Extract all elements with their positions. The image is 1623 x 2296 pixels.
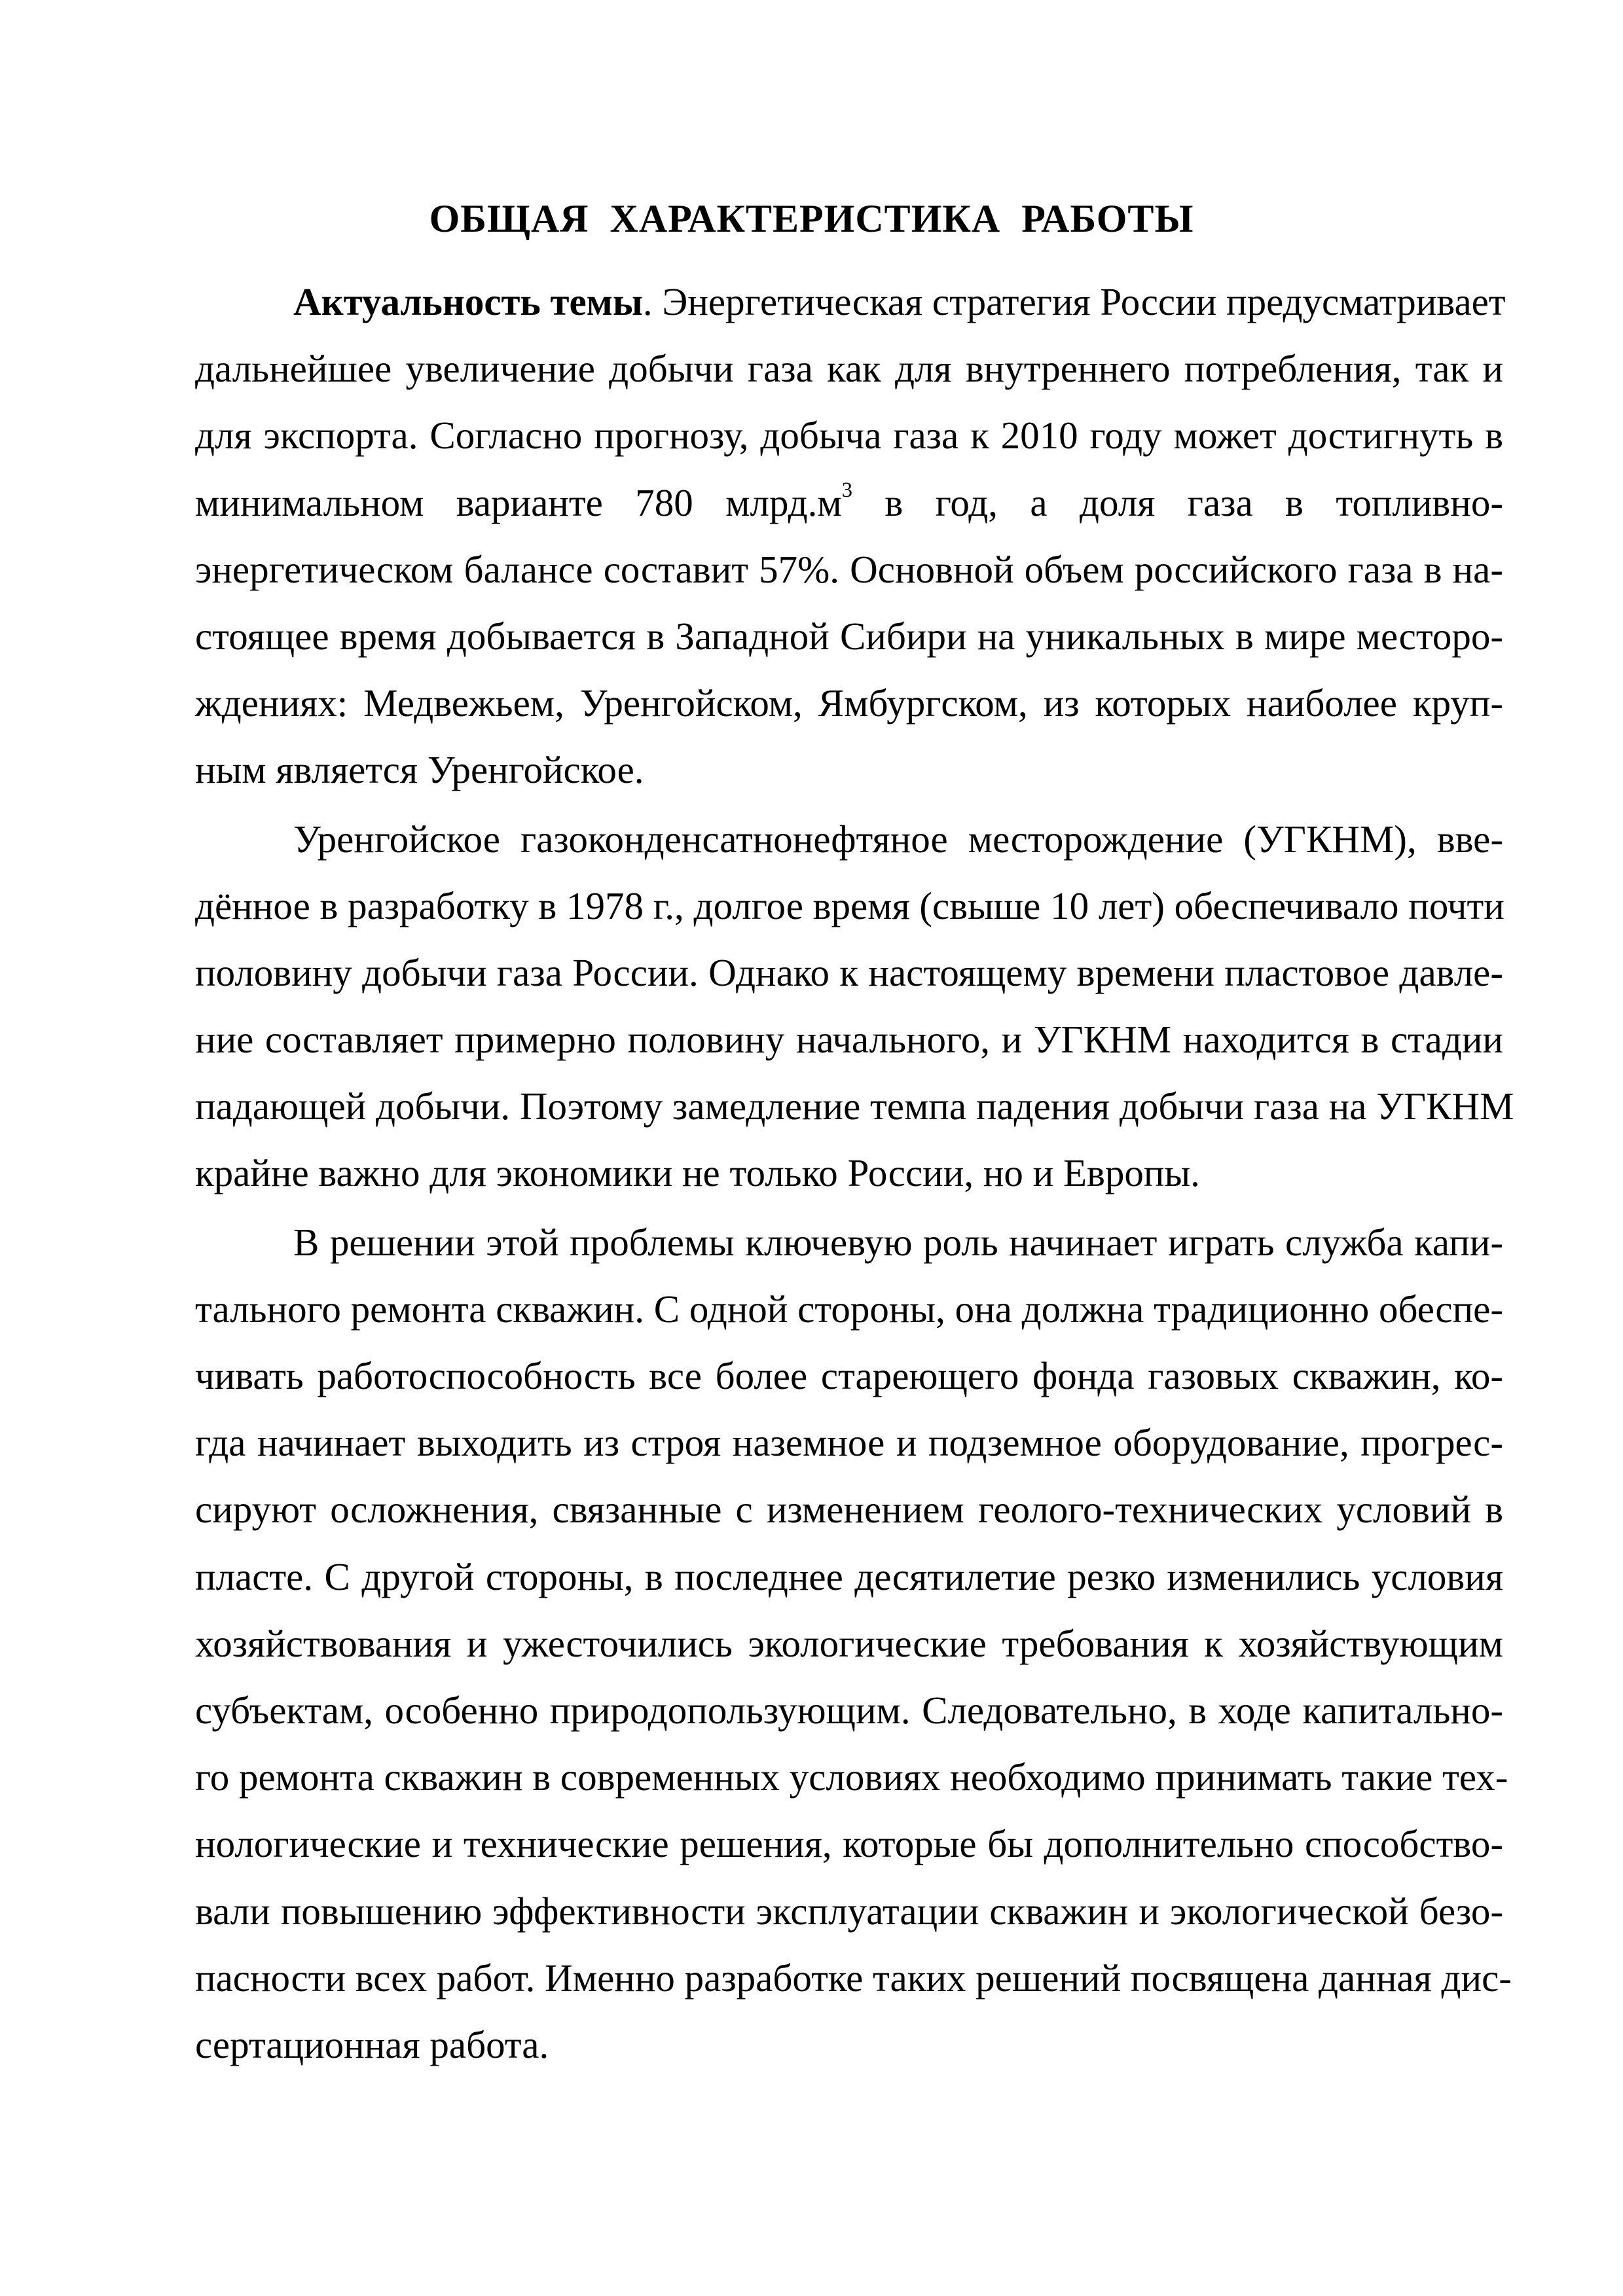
paragraph-line: дальнейшее увеличение добычи газа как для внутреннего потребления, так и <box>195 347 1503 391</box>
title-word: РАБОТЫ <box>1021 197 1194 240</box>
paragraph-relevance <box>195 268 1506 804</box>
unit-line-text: в год, а доля газа в топливно- <box>852 480 1504 524</box>
heading-continuation: . Энергетическая стратегия России предусматривает <box>642 280 1506 323</box>
paragraph-line: для экспорта. Согласно прогнозу, добыча газа к 2010 году может достигнуть в <box>195 414 1503 457</box>
paragraph-line: го ремонта скважин в современных условиях необходимо принимать такие тех- <box>195 1755 1508 1799</box>
unit-line-text: минимальном варианте 780 млрд.м <box>195 480 842 524</box>
paragraph-line: В решении этой проблемы ключевую роль начинает играть служба капи- <box>293 1220 1503 1264</box>
paragraph-line: дённое в разработку в 1978 г., долгое время (свыше 10 лет) обеспечивало почти <box>195 884 1504 927</box>
paragraph-line <box>195 268 1506 335</box>
unit-superscript: 3 <box>841 478 852 502</box>
page-title <box>0 186 1623 251</box>
paragraph-line <box>195 469 1503 536</box>
paragraph-line: Уренгойское газоконденсатнонефтяное месторождение (УГКНМ), вве- <box>293 817 1503 861</box>
paragraph-heading: Актуальность темы <box>293 280 643 323</box>
title-word: ХАРАКТЕРИСТИКА <box>610 197 1001 240</box>
paragraph-urengoy <box>195 806 1514 1207</box>
paragraph-line: сируют осложнения, связанные с изменением геолого-технических условий в <box>195 1488 1503 1532</box>
paragraph-workover <box>195 1209 1512 2078</box>
paragraph-line: вали повышению эффективности эксплуатации скважин и экологической безо- <box>195 1889 1503 1933</box>
paragraph-line: нологические и технические решения, которые бы дополнительно способство- <box>195 1822 1503 1866</box>
paragraph-line: ждениях: Медвежьем, Уренгойском, Ямбургском, из которых наиболее круп- <box>195 681 1503 725</box>
paragraph-line: крайне важно для экономики не только России, но и Европы. <box>195 1151 1200 1195</box>
paragraph-line: стоящее время добывается в Западной Сибири на уникальных в мире месторо- <box>195 614 1503 658</box>
paragraph-line: субъектам, особенно природопользующим. Следовательно, в ходе капитально- <box>195 1688 1503 1732</box>
paragraph-line: чивать работоспособность все более стареющего фонда газовых скважин, ко- <box>195 1354 1503 1397</box>
paragraph-line: гда начинает выходить из строя наземное и подземное оборудование, прогрес- <box>195 1421 1503 1465</box>
paragraph-line: половину добычи газа России. Однако к настоящему времени пластовое давле- <box>195 950 1503 994</box>
paragraph-line: пласте. С другой стороны, в последнее десятилетие резко изменились условия <box>195 1554 1503 1598</box>
paragraph-line: ным является Уренгойское. <box>195 748 644 792</box>
paragraph-line: пасности всех работ. Именно разработке таких решений посвящена данная дис- <box>195 1956 1512 2000</box>
document-body <box>195 268 1514 2078</box>
title-word: ОБЩАЯ <box>429 197 589 240</box>
paragraph-line: падающей добычи. Поэтому замедление темпа падения добычи газа на УГКНМ <box>195 1085 1514 1128</box>
paragraph-line: сертационная работа. <box>195 2022 549 2066</box>
paragraph-line: ние составляет примерно половину начального, и УГКНМ находится в стадии <box>195 1018 1503 1062</box>
paragraph-line: хозяйствования и ужесточились экологические требования к хозяйствующим <box>195 1621 1503 1665</box>
paragraph-line: тального ремонта скважин. С одной стороны, она должна традиционно обеспе- <box>195 1287 1503 1331</box>
paragraph-line: энергетическом балансе составит 57%. Основной объем российского газа в на- <box>195 547 1503 591</box>
